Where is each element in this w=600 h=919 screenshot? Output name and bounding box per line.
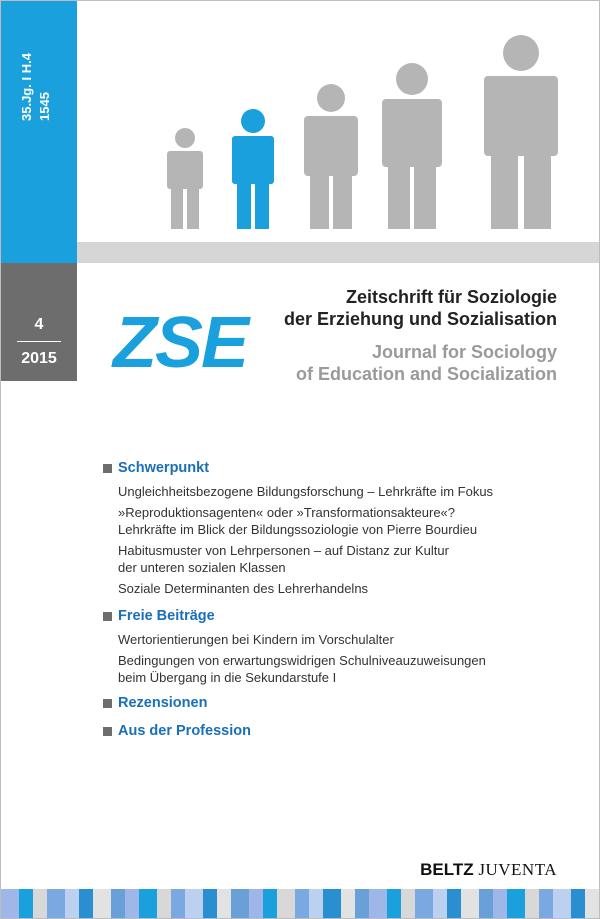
toc-section-title: Aus der Profession (118, 723, 251, 739)
toc-section (103, 457, 573, 597)
toc-section (103, 692, 573, 714)
stripe-segment (111, 889, 125, 918)
cover-illustration-area (1, 1, 599, 263)
stripe-segment (355, 889, 369, 918)
square-bullet-icon (103, 727, 112, 736)
stripe-segment (295, 889, 309, 918)
toc-article-line: Soziale Determinanten des Lehrerhandelns (118, 581, 369, 596)
person-figure-5 (484, 35, 558, 229)
journal-title-english: Journal for Sociology of Education and Socialization (295, 342, 557, 384)
toc-article-line: beim Übergang in die Sekundarstufe I (118, 670, 337, 685)
stripe-segment (433, 889, 447, 918)
issue-divider (17, 341, 61, 342)
stripe-segment (479, 889, 493, 918)
stripe-segment (79, 889, 93, 918)
stripe-segment (93, 889, 111, 918)
toc-article (118, 652, 573, 686)
stripe-segment (125, 889, 139, 918)
stripe-segment (341, 889, 355, 918)
stripe-segment (553, 889, 571, 918)
toc-article (118, 631, 573, 648)
toc-article (118, 483, 573, 500)
journal-logo: ZSE (113, 303, 248, 383)
stripe-segment (203, 889, 217, 918)
toc-section-heading (103, 605, 573, 627)
issue-number: 4 (34, 316, 44, 333)
toc-article-line: der unteren sozialen Klassen (118, 560, 286, 575)
stripe-segment (249, 889, 263, 918)
toc-section-heading (103, 457, 573, 479)
journal-title-german: Zeitschrift für Soziologie der Erziehung und Sozialisation (283, 287, 557, 329)
volume-label: 35.Jg. I H.4 (19, 53, 34, 121)
toc-section-title: Freie Beiträge (118, 608, 215, 624)
person-figure-1 (167, 128, 203, 229)
stripe-segment (277, 889, 295, 918)
stripe-segment (47, 889, 65, 918)
stripe-segment (401, 889, 415, 918)
table-of-contents (103, 457, 573, 742)
toc-section-title: Schwerpunkt (118, 460, 210, 476)
stripe-segment (263, 889, 277, 918)
stripe-segment (539, 889, 553, 918)
toc-article-line: Ungleichheitsbezogene Bildungsforschung – Lehrkräfte im Fokus (118, 484, 494, 499)
square-bullet-icon (103, 612, 112, 621)
stripe-segment (65, 889, 79, 918)
toc-article-line: Lehrkräfte im Blick der Bildungssoziologie von Pierre Bourdieu (118, 522, 478, 537)
toc-article-line: Wertorientierungen bei Kindern im Vorschulalter (118, 632, 394, 647)
stripe-segment (323, 889, 341, 918)
toc-article (118, 580, 573, 597)
stripe-segment (461, 889, 479, 918)
volume-sidebar (1, 1, 77, 263)
ground-bar (77, 242, 599, 263)
person-figure-3 (304, 84, 358, 229)
square-bullet-icon (103, 699, 112, 708)
toc-section-title: Rezensionen (118, 695, 208, 711)
stripe-segment (19, 889, 33, 918)
stripe-segment (139, 889, 157, 918)
volume-number: 1545 (37, 92, 52, 121)
stripe-segment (571, 889, 585, 918)
stripe-segment (415, 889, 433, 918)
stripe-segment (387, 889, 401, 918)
stripe-segment (493, 889, 507, 918)
stripe-segment (157, 889, 171, 918)
publisher-logo: BELTZ JUVENTA (420, 860, 557, 879)
toc-section-heading (103, 720, 573, 742)
square-bullet-icon (103, 464, 112, 473)
toc-article-line: Bedingungen von erwartungswidrigen Schulniveauzuweisungen (118, 653, 486, 668)
human-figures-illustration (77, 1, 599, 242)
stripe-segment (507, 889, 525, 918)
stripe-segment (1, 889, 19, 918)
stripe-segment (231, 889, 249, 918)
decorative-stripe-bar (1, 889, 599, 918)
stripe-segment (525, 889, 539, 918)
toc-article (118, 504, 573, 538)
toc-article-line: Habitusmuster von Lehrpersonen – auf Distanz zur Kultur (118, 543, 449, 558)
stripe-segment (585, 889, 599, 918)
person-figure-4 (382, 63, 442, 229)
stripe-segment (447, 889, 461, 918)
issue-year: 2015 (21, 350, 57, 367)
stripe-segment (217, 889, 231, 918)
stripe-segment (171, 889, 185, 918)
stripe-segment (309, 889, 323, 918)
toc-article-line: »Reproduktionsagenten« oder »Transformationsakteure«? (118, 505, 456, 520)
stripe-segment (369, 889, 387, 918)
toc-section (103, 605, 573, 686)
person-figure-2-highlighted (232, 109, 274, 229)
toc-section (103, 720, 573, 742)
toc-article (118, 542, 573, 576)
stripe-segment (33, 889, 47, 918)
stripe-segment (185, 889, 203, 918)
toc-section-heading (103, 692, 573, 714)
